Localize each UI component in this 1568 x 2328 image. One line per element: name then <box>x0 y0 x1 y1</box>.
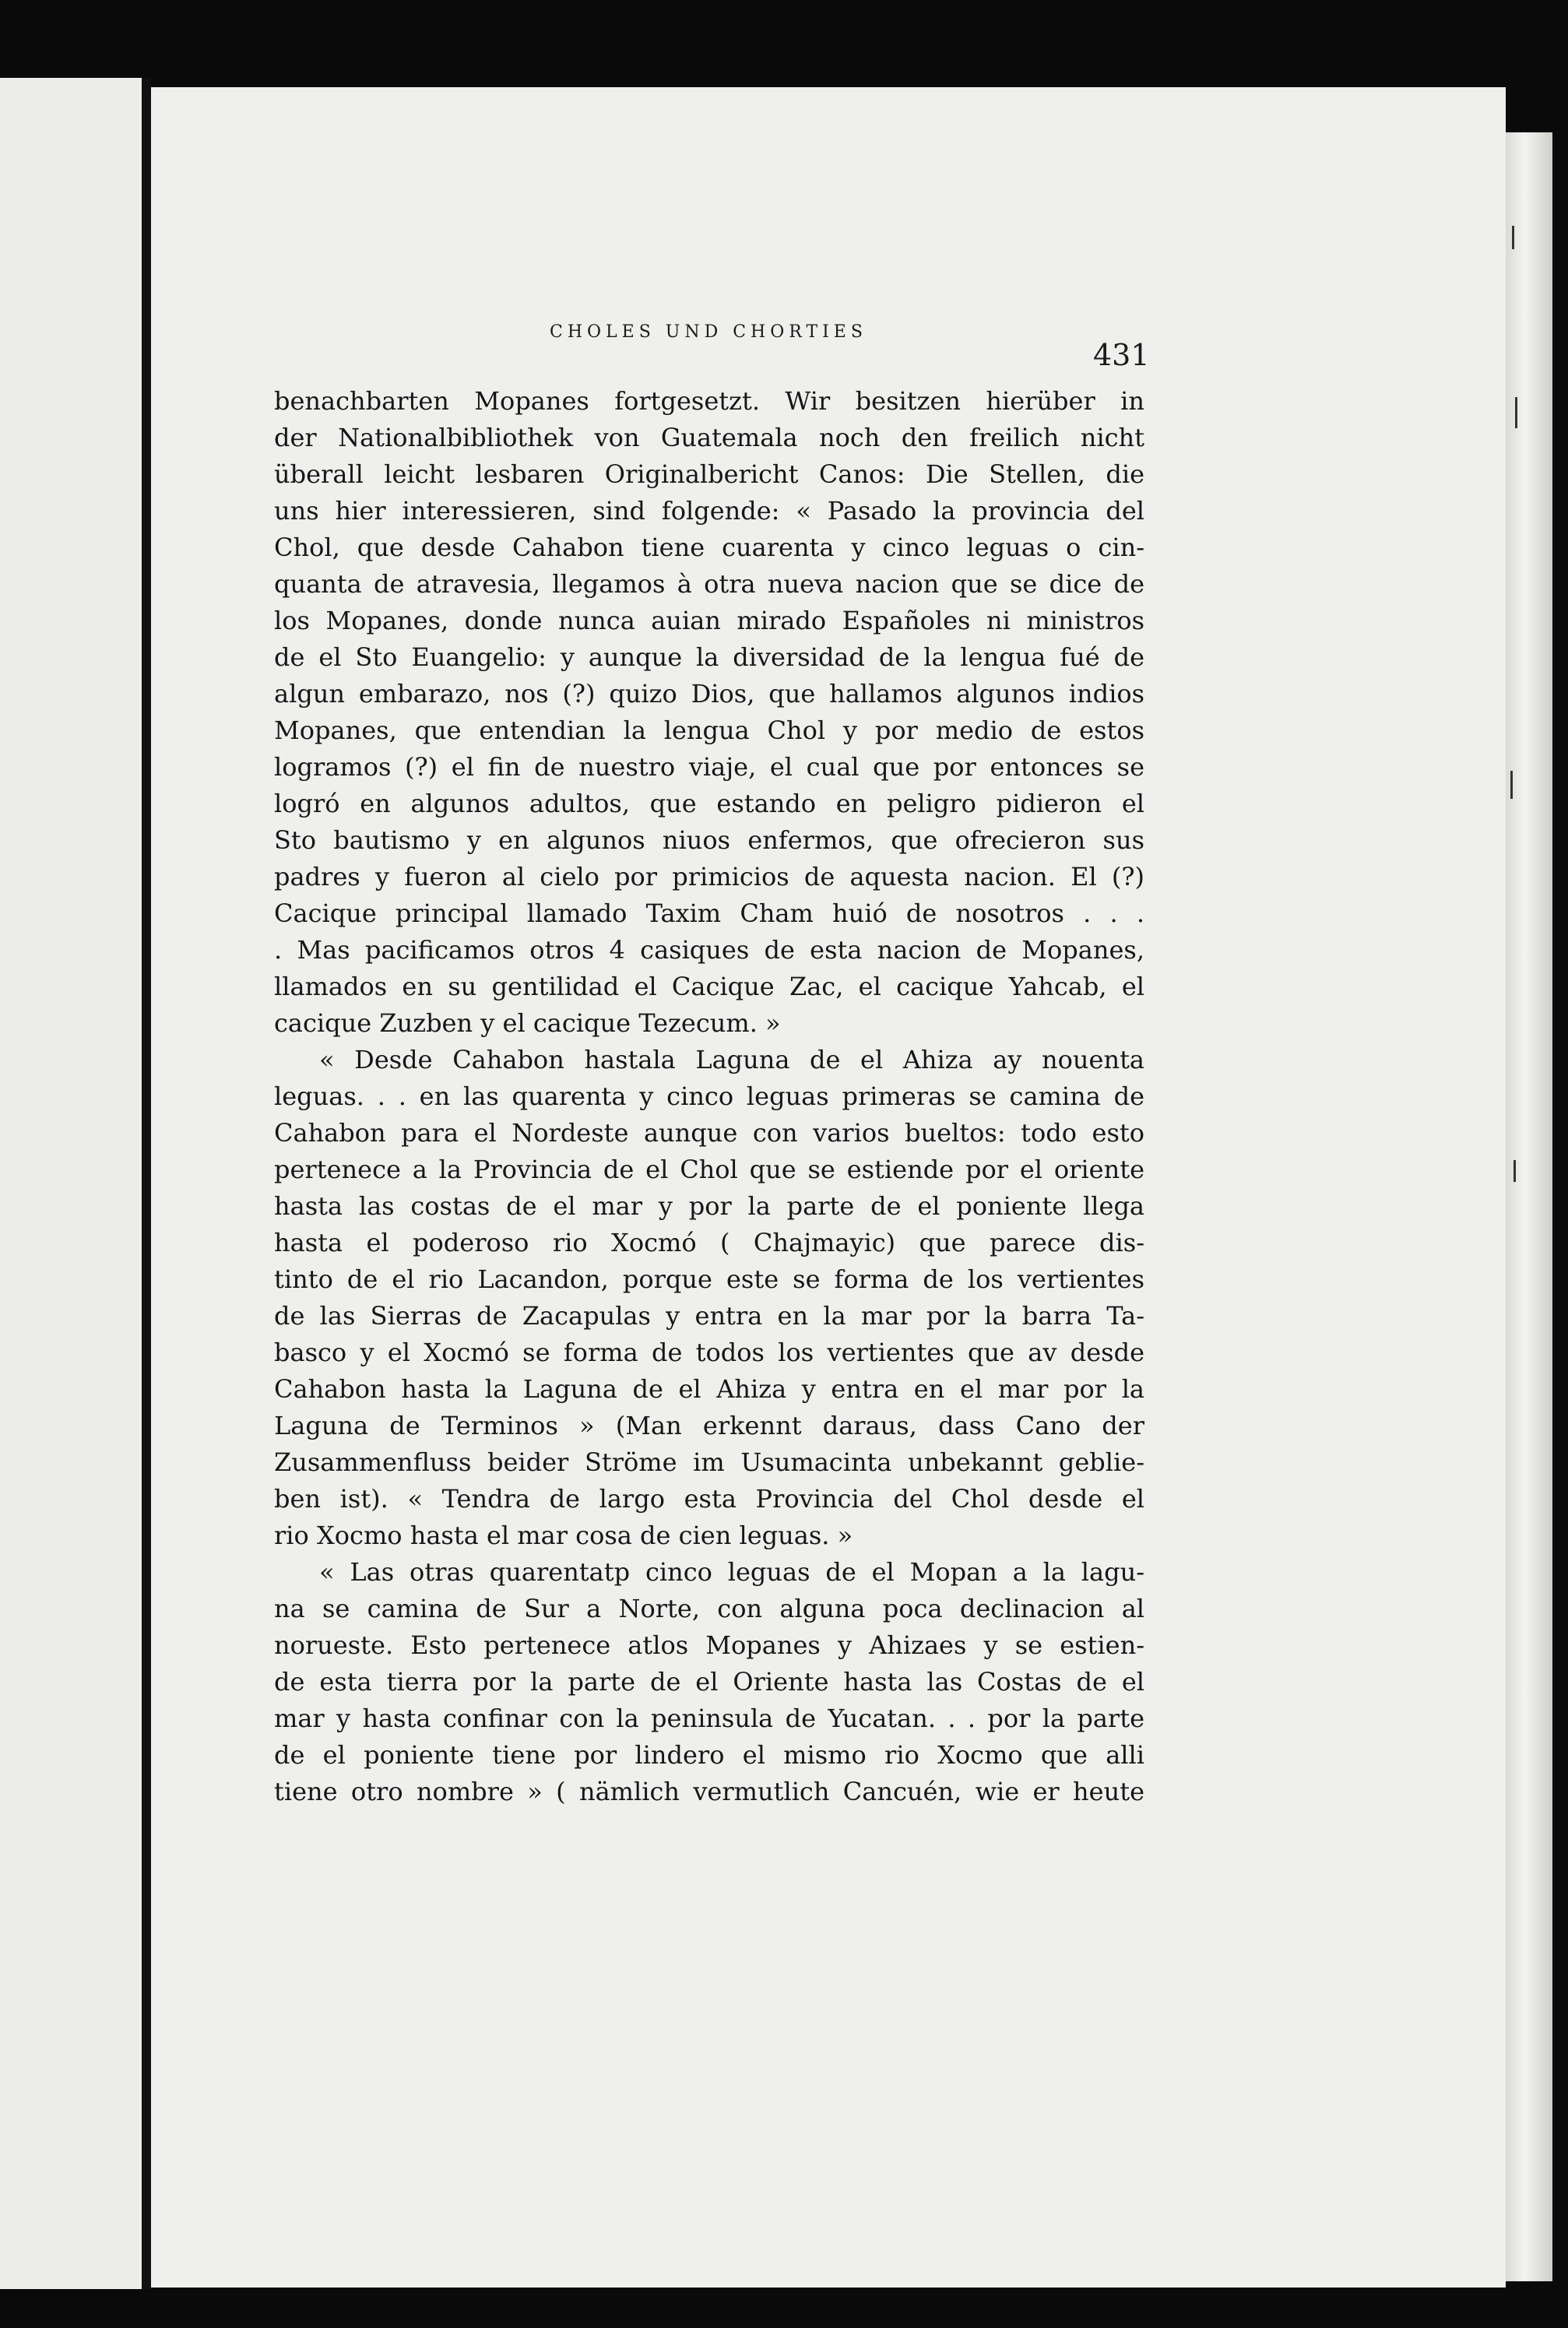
body-text <box>274 383 1144 1810</box>
text-line: Mopanes, que entendian la lengua Chol y por medio de estos <box>274 716 1144 745</box>
text-line: Sto bautismo y en algunos niuos enfermos, que ofrecieron sus <box>274 825 1144 855</box>
text-line: na se camina de Sur a Norte, con alguna poca declinacion al <box>274 1594 1144 1623</box>
text-line: hasta el poderoso rio Xocmó ( Chajmayic) que parece dis- <box>274 1228 1144 1257</box>
text-line: « Las otras quarentatp cinco leguas de el Mopan a la lagu- <box>319 1557 1144 1587</box>
page-edge <box>1506 132 1552 2281</box>
text-line: logró en algunos adultos, que estando en peligro pidieron el <box>274 789 1144 818</box>
text-line: Laguna de Terminos » (Man erkennt daraus, dass Cano der <box>274 1411 1144 1440</box>
text-line: de el poniente tiene por lindero el mismo rio Xocmo que alli <box>274 1740 1144 1770</box>
text-line: quanta de atravesia, llegamos à otra nueva nacion que se dice de <box>274 569 1144 599</box>
edge-mark <box>1510 771 1513 799</box>
text-line: uns hier interessieren, sind folgende: « Pasado la provincia del <box>274 496 1144 526</box>
text-line: mar y hasta confinar con la peninsula de Yucatan. . . por la parte <box>274 1704 1144 1733</box>
text-line: algun embarazo, nos (?) quizo Dios, que hallamos algunos indios <box>274 679 1144 709</box>
text-line: Cahabon para el Nordeste aunque con varios bueltos: todo esto <box>274 1118 1144 1148</box>
text-line: de el Sto Euangelio: y aunque la diversidad de la lengua fué de <box>274 642 1144 672</box>
page-number: 431 <box>1093 338 1150 372</box>
text-line: der Nationalbibliothek von Guatemala noch den freilich nicht <box>274 423 1144 452</box>
text-line: tiene otro nombre » ( nämlich vermutlich Cancuén, wie er heute <box>274 1777 1144 1806</box>
edge-mark <box>1515 397 1517 428</box>
text-line: de esta tierra por la parte de el Oriente hasta las Costas de el <box>274 1667 1144 1697</box>
text-line: norueste. Esto pertenece atlos Mopanes y Ahizaes y se estien- <box>274 1630 1144 1660</box>
text-line: benachbarten Mopanes fortgesetzt. Wir besitzen hierüber in <box>274 386 1144 416</box>
text-line: de las Sierras de Zacapulas y entra en la mar por la barra Ta- <box>274 1301 1144 1331</box>
text-line: ben ist). « Tendra de largo esta Provincia del Chol desde el <box>274 1484 1144 1514</box>
facing-page <box>0 78 142 2289</box>
text-line: logramos (?) el fin de nuestro viaje, el cual que por entonces se <box>274 752 1144 782</box>
text-line: llamados en su gentilidad el Cacique Zac, el cacique Yahcab, el <box>274 972 1144 1001</box>
text-line: pertenece a la Provincia de el Chol que se estiende por el oriente <box>274 1155 1144 1184</box>
text-line: leguas. . . en las quarenta y cinco leguas primeras se camina de <box>274 1081 1144 1111</box>
text-line: Chol, que desde Cahabon tiene cuarenta y cinco leguas o cin- <box>274 533 1144 562</box>
text-line: tinto de el rio Lacandon, porque este se forma de los vertientes <box>274 1264 1144 1294</box>
text-line: los Mopanes, donde nunca auian mirado Españoles ni ministros <box>274 606 1144 635</box>
text-line: Cahabon hasta la Laguna de el Ahiza y entra en el mar por la <box>274 1374 1144 1404</box>
text-line: Cacique principal llamado Taxim Cham huió de nosotros . . . <box>274 898 1144 928</box>
text-line: rio Xocmo hasta el mar cosa de cien leguas. » <box>274 1521 853 1550</box>
text-line: padres y fueron al cielo por primicios de aquesta nacion. El (?) <box>274 862 1144 891</box>
text-line: cacique Zuzben y el cacique Tezecum. » <box>274 1008 781 1038</box>
text-line: basco y el Xocmó se forma de todos los vertientes que av desde <box>274 1338 1144 1367</box>
running-header: CHOLES UND CHORTIES <box>550 322 867 342</box>
edge-mark <box>1512 226 1514 249</box>
text-line: Zusammenfluss beider Ströme im Usumacinta unbekannt geblie- <box>274 1447 1144 1477</box>
text-line: hasta las costas de el mar y por la parte de el poniente llega <box>274 1191 1144 1221</box>
text-line: überall leicht lesbaren Originalbericht Canos: Die Stellen, die <box>274 459 1144 489</box>
text-line: « Desde Cahabon hastala Laguna de el Ahiza ay nouenta <box>319 1045 1144 1074</box>
text-line: . Mas pacificamos otros 4 casiques de esta nacion de Mopanes, <box>274 935 1144 965</box>
book-gutter <box>142 78 151 2289</box>
edge-mark <box>1514 1160 1516 1182</box>
